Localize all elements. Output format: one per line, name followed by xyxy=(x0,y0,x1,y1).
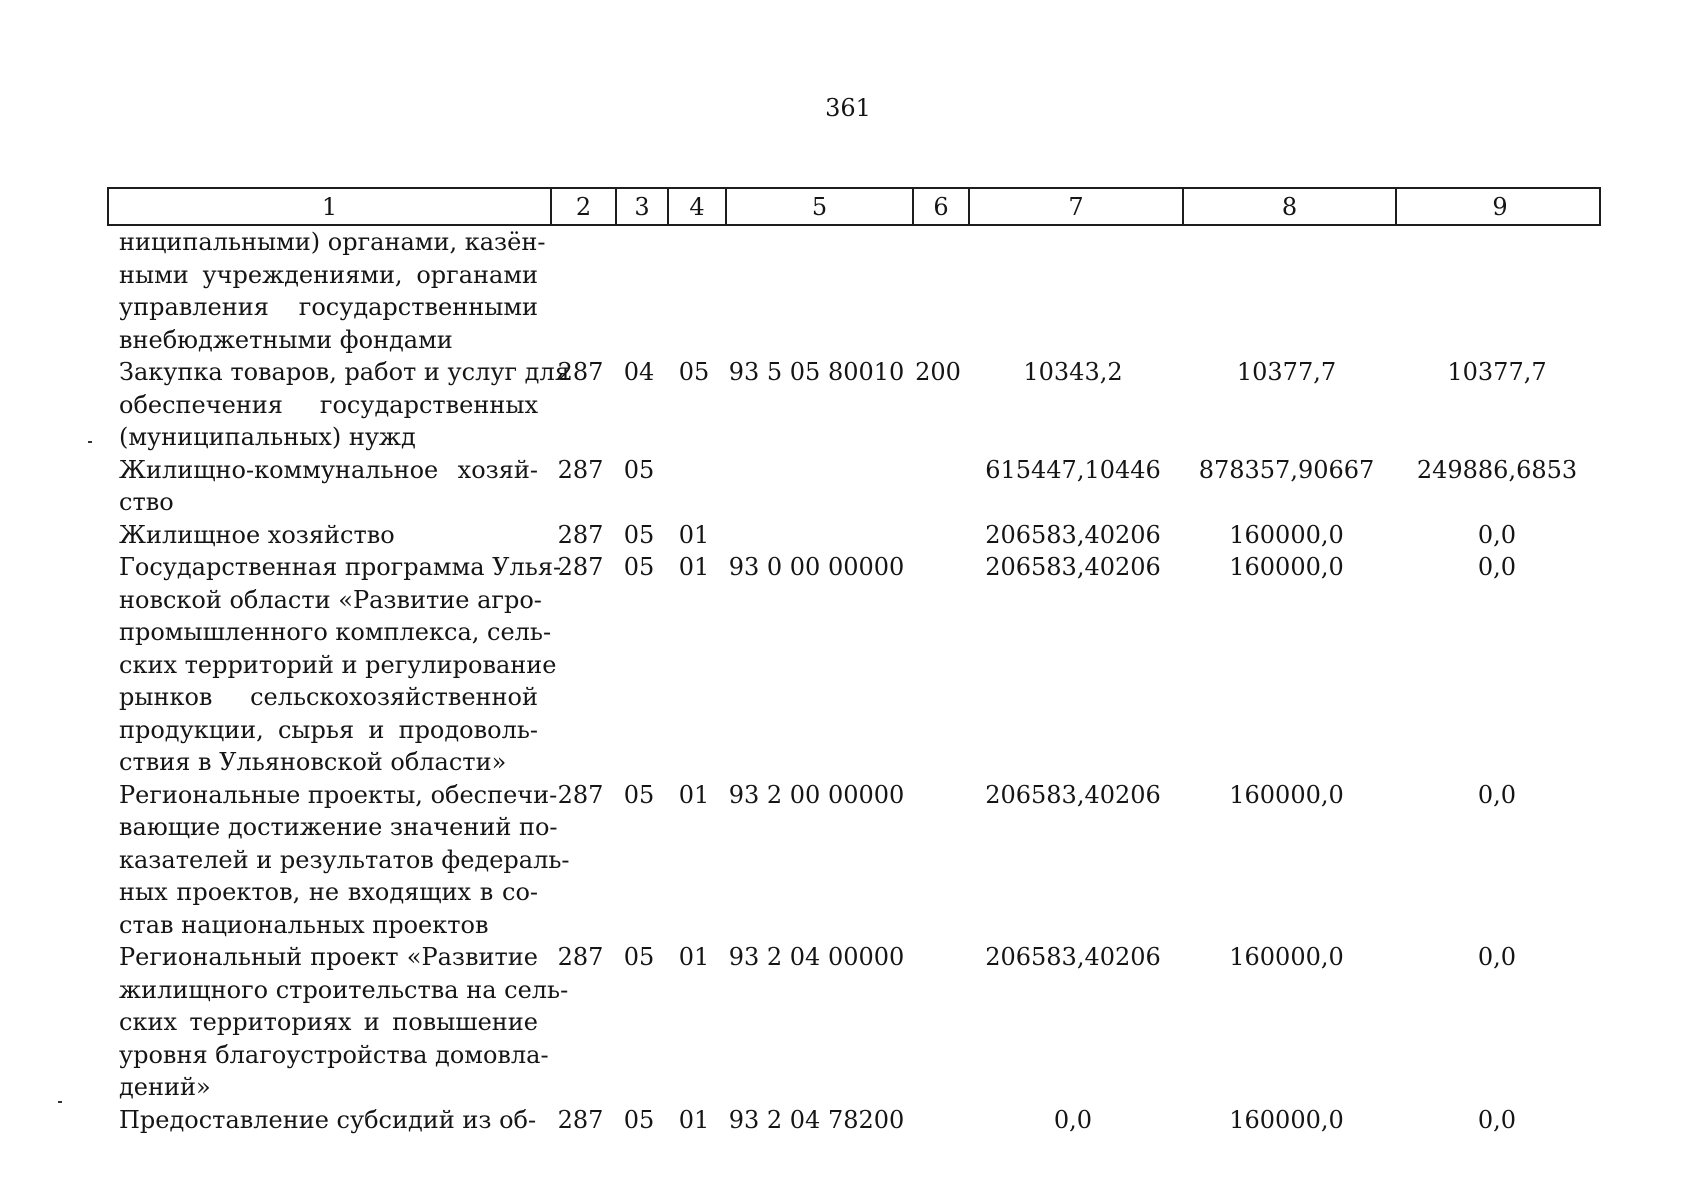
row-description xyxy=(107,519,548,552)
cell-year-2: 10377,7 xyxy=(1236,358,1337,386)
cell-subsection-2: 01 xyxy=(678,943,710,971)
table-row xyxy=(107,454,1601,519)
description-line: вающие достижение значений по- xyxy=(119,813,558,841)
cell-year-1: 10343,2 xyxy=(1023,358,1123,386)
description-line: Предоставление субсидий из об- xyxy=(119,1105,537,1134)
description-line: управления государственными xyxy=(119,293,538,321)
description-line: новской области «Развитие агро- xyxy=(119,585,542,614)
table-row xyxy=(107,941,1601,1104)
cell-expense-type xyxy=(910,779,966,942)
cell-subsection: 05 xyxy=(623,455,655,484)
description-line: ских территориях и повышение xyxy=(119,1008,538,1036)
header-col-3: 3 xyxy=(615,189,667,224)
page-number: 361 xyxy=(825,94,871,122)
table-row xyxy=(107,226,1601,356)
description-line: продукции, сырья и продоволь- xyxy=(119,715,538,744)
cell-year-3: 249886,6853 xyxy=(1416,455,1578,484)
description-line: обеспечения государственных xyxy=(119,390,538,419)
cell-year-2: 160000,0 xyxy=(1229,780,1344,809)
cell-section: 287 xyxy=(557,1105,604,1134)
cell-year-2: 160000,0 xyxy=(1229,1105,1344,1134)
description-line: ных проектов, не входящих в со- xyxy=(119,878,538,906)
row-description xyxy=(107,779,570,942)
cell-subsection-2: 01 xyxy=(678,553,710,581)
cell-year-1: 206583,40206 xyxy=(985,943,1161,971)
description-line: ными учреждениями, органами xyxy=(119,260,538,289)
description-line: ниципальными) органами, казён- xyxy=(119,228,546,256)
description-line: рынков сельскохозяйственной xyxy=(119,683,538,711)
cell-expense-type xyxy=(910,941,966,1104)
cell-subsection-2 xyxy=(665,226,723,356)
cell-section: 287 xyxy=(557,455,604,484)
cell-section: 287 xyxy=(557,943,604,971)
row-description xyxy=(107,454,548,519)
cell-year-1: 206583,40206 xyxy=(985,553,1161,581)
cell-section: 287 xyxy=(557,520,604,549)
cell-year-3: 0,0 xyxy=(1477,780,1517,809)
cell-subsection: 05 xyxy=(623,943,655,971)
description-line: жилищного строительства на сель- xyxy=(119,975,569,1004)
cell-year-3: 0,0 xyxy=(1477,520,1517,549)
cell-year-1 xyxy=(966,226,1180,356)
budget-table xyxy=(107,187,1601,1136)
cell-year-3: 0,0 xyxy=(1477,553,1517,581)
header-col-2: 2 xyxy=(550,189,615,224)
description-line: казателей и результатов федераль- xyxy=(119,845,570,874)
description-line: внебюджетными фондами xyxy=(119,325,453,354)
header-col-6: 6 xyxy=(912,189,968,224)
row-description xyxy=(107,551,562,779)
cell-year-3 xyxy=(1393,226,1601,356)
description-line: Жилищно-коммунальное хозяй- xyxy=(119,455,538,484)
cell-target-code: 93 5 05 80010 xyxy=(728,358,905,386)
table-row xyxy=(107,519,1601,552)
cell-section: 287 xyxy=(557,780,604,809)
cell-subsection-2: 01 xyxy=(678,1105,710,1134)
header-col-5: 5 xyxy=(725,189,912,224)
description-line: ство xyxy=(119,488,174,516)
description-line: ствия в Ульяновской области» xyxy=(119,748,507,776)
row-description xyxy=(107,1104,548,1137)
description-line: промышленного комплекса, сель- xyxy=(119,618,552,646)
cell-year-2: 160000,0 xyxy=(1229,553,1344,581)
cell-subsection: 05 xyxy=(623,520,655,549)
cell-target-code: 93 2 00 00000 xyxy=(728,780,905,809)
cell-section: 287 xyxy=(557,358,604,386)
description-line: Региональный проект «Развитие xyxy=(119,943,538,971)
row-description xyxy=(107,226,548,356)
cell-subsection: 04 xyxy=(623,358,655,386)
description-line: уровня благоустройства домовла- xyxy=(119,1040,549,1069)
header-col-7: 7 xyxy=(968,189,1182,224)
description-line: ских территорий и регулирование xyxy=(119,650,557,679)
cell-section xyxy=(548,226,613,356)
cell-subsection: 05 xyxy=(623,780,655,809)
table-row xyxy=(107,1104,1601,1137)
cell-year-1: 0,0 xyxy=(1053,1105,1093,1134)
cell-target-code: 93 2 04 00000 xyxy=(728,943,905,971)
cell-expense-type xyxy=(910,1104,966,1137)
cell-year-2: 878357,90667 xyxy=(1198,455,1375,484)
header-col-8: 8 xyxy=(1182,189,1395,224)
cell-year-2: 160000,0 xyxy=(1229,943,1344,971)
cell-target-code: 93 2 04 78200 xyxy=(728,1105,905,1134)
cell-expense-type xyxy=(910,551,966,779)
cell-target-code xyxy=(723,226,910,356)
cell-subsection-2: 01 xyxy=(678,780,710,809)
table-header xyxy=(107,187,1601,226)
table-row xyxy=(107,779,1601,942)
cell-subsection-2: 01 xyxy=(678,520,710,549)
cell-year-2: 160000,0 xyxy=(1229,520,1344,549)
cell-subsection: 05 xyxy=(623,1105,655,1134)
cell-year-3: 10377,7 xyxy=(1447,358,1547,386)
cell-target-code xyxy=(723,454,910,519)
row-description xyxy=(107,356,570,454)
scan-mark xyxy=(58,1101,62,1103)
cell-subsection xyxy=(613,226,665,356)
cell-subsection-2: 05 xyxy=(678,358,710,386)
description-line: дений» xyxy=(119,1073,211,1101)
description-line: Региональные проекты, обеспечи- xyxy=(119,780,558,809)
cell-subsection: 05 xyxy=(623,553,655,581)
cell-expense-type xyxy=(910,226,966,356)
description-line: Жилищное хозяйство xyxy=(119,520,395,549)
cell-expense-type xyxy=(910,454,966,519)
header-col-4: 4 xyxy=(667,189,725,224)
cell-subsection-2 xyxy=(665,454,723,519)
cell-year-1: 615447,10446 xyxy=(985,455,1161,484)
row-description xyxy=(107,941,569,1104)
cell-expense-type: 200 xyxy=(915,358,961,386)
cell-year-3: 0,0 xyxy=(1477,1105,1517,1134)
scan-mark xyxy=(88,441,92,443)
description-line: Государственная программа Улья- xyxy=(119,553,562,581)
cell-expense-type xyxy=(910,519,966,552)
cell-year-1: 206583,40206 xyxy=(985,780,1161,809)
cell-target-code: 93 0 00 00000 xyxy=(728,553,905,581)
header-col-1: 1 xyxy=(321,192,338,221)
table-row xyxy=(107,356,1601,454)
description-line: став национальных проектов xyxy=(119,910,489,939)
cell-section: 287 xyxy=(557,553,604,581)
cell-target-code xyxy=(723,519,910,552)
cell-year-2 xyxy=(1180,226,1393,356)
cell-year-3: 0,0 xyxy=(1477,943,1517,971)
table-body xyxy=(107,226,1601,1136)
cell-year-1: 206583,40206 xyxy=(985,520,1161,549)
description-line: (муниципальных) нужд xyxy=(119,423,416,451)
description-line: Закупка товаров, работ и услуг для xyxy=(119,358,570,386)
header-col-9: 9 xyxy=(1395,189,1603,224)
table-row xyxy=(107,551,1601,779)
